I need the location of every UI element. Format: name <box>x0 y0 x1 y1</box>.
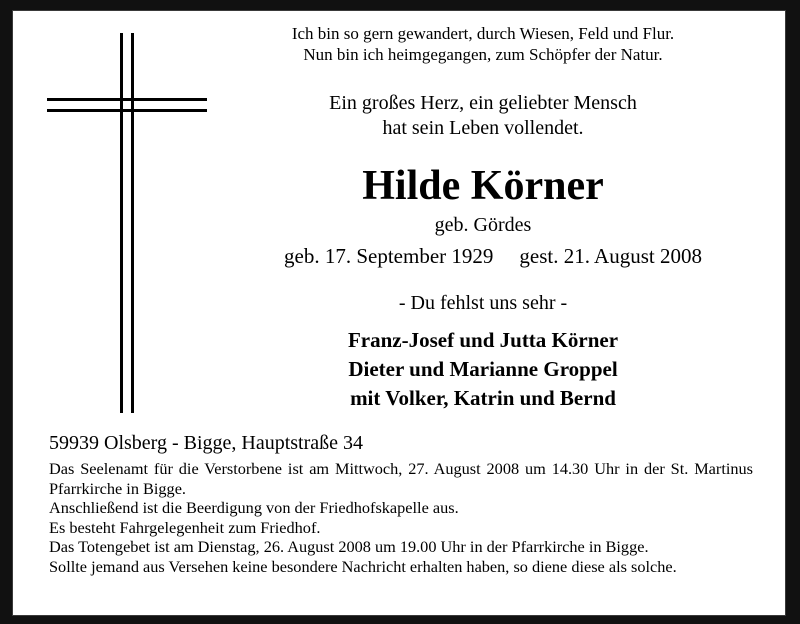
death-date: gest. 21. August 2008 <box>519 244 702 268</box>
notice-paragraph-burial: Anschließend ist die Beerdigung von der Friedhofskapelle aus. <box>49 498 459 518</box>
mourner-line-3: mit Volker, Katrin und Bernd <box>350 386 616 410</box>
mourner-line-2: Dieter und Marianne Groppel <box>348 357 618 381</box>
missed-phrase: - Du fehlst uns sehr - <box>398 292 568 314</box>
notice-paragraph-closing: Sollte jemand aus Versehen keine besondere Nachricht erhalten haben, so diene diese als solche. <box>49 556 677 576</box>
intro-line-1: Ein großes Herz, ein geliebter Mensch <box>329 92 637 114</box>
mourner-line-1: Franz-Josef und Jutta Körner <box>347 328 619 352</box>
birth-date: geb. 17. September 1929 <box>284 244 494 268</box>
poem-line-2: Nun bin ich heimgegangen, zum Schöpfer der Natur. <box>303 45 663 64</box>
address: 59939 Olsberg - Bigge, Hauptstraße 34 <box>49 432 364 454</box>
maiden-name: geb. Gördes <box>434 214 532 236</box>
obituary-card <box>12 10 786 616</box>
deceased-name: Hilde Körner <box>362 163 604 209</box>
poem-line-1: Ich bin so gern gewandert, durch Wiesen, Feld und Flur. <box>291 24 675 43</box>
intro-line-2: hat sein Leben vollendet. <box>382 117 584 139</box>
life-dates <box>243 243 743 269</box>
funeral-notice <box>49 459 753 577</box>
notice-paragraph-requiem: Das Seelenamt für die Verstorbene ist am Mittwoch, 27. August 2008 um 14.30 Uhr in der St. Martinus Pfarrkirche in Bigge. <box>49 459 753 498</box>
notice-paragraph-transport: Es besteht Fahrgelegenheit zum Friedhof. <box>49 517 321 537</box>
notice-paragraph-prayer: Das Totengebet ist am Dienstag, 26. August 2008 um 19.00 Uhr in der Pfarrkirche in Bigge. <box>49 537 649 557</box>
cross-icon <box>47 33 207 413</box>
